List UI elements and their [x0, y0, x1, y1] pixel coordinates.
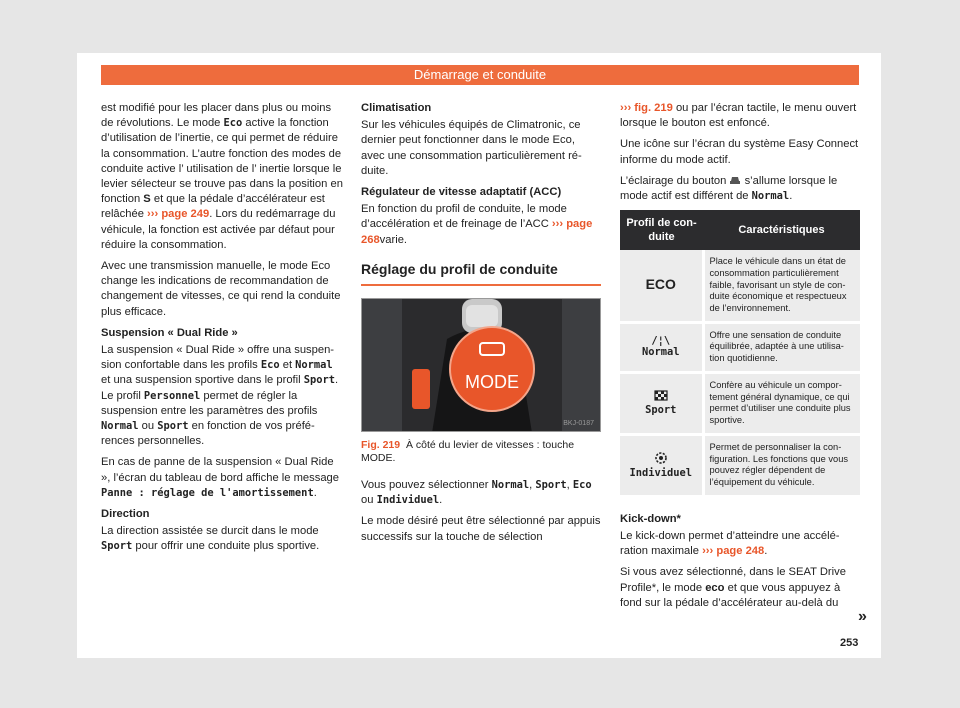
- table-row: ECO Place le véhicule dans un état de consommation particulièrement faible, favorisant un style de conduite économique et respectueux de l’environnement.: [620, 250, 860, 322]
- heading-suspension: Suspension « Dual Ride »: [101, 326, 238, 339]
- paragraph: Si vous avez sélectionné, dans le SEAT Drive Profile*, le mode eco et que vous appuyez à fond sur la pédale d’accélérateur au-delà du: [620, 566, 846, 609]
- paragraph: En cas de panne de la suspension « Dual Ride », l’écran du tableau de bord affiche le message Panne : réglage de l'amortissement.: [101, 456, 339, 499]
- road-icon: /¦\: [651, 334, 671, 347]
- table-row: Individuel Permet de personnaliser la configuration. Les fonctions que vous pouvez régler dépendent de l’équipement du véhicule.: [620, 434, 860, 496]
- gear-lever-illustration: [362, 299, 601, 432]
- paragraph: Le kick-down permet d’atteindre une accélération maximale ››› page 248.: [620, 529, 840, 558]
- table-row: /¦\ Normal Offre une sensation de conduite équilibrée, adaptée à une utilisation quotidienne.: [620, 322, 860, 372]
- figure-caption: Fig. 219 À côté du levier de vitesses : touche MODE.: [361, 439, 575, 465]
- column-1: [101, 101, 343, 561]
- section-title: Réglage du profil de conduite: [361, 262, 601, 286]
- heading-acc: Régulateur de vitesse adaptatif (ACC): [361, 186, 562, 199]
- paragraph: Sur les véhicules équipés de Climatronic, ce dernier peut fonctionner dans le mode Eco, avec une consommation particulièrement réduite.: [361, 119, 582, 177]
- paragraph: La direction assistée se durcit dans le mode Sport pour offrir une conduite plus sportive.: [101, 525, 320, 553]
- page-link[interactable]: ››› page 249: [147, 208, 210, 221]
- flag-icon: [654, 390, 668, 402]
- table-header: Profil de conduite: [620, 210, 703, 250]
- paragraph: est modifié pour les placer dans plus ou moins de révolutions. Le mode Eco active la fonction d’utilisation de l’inertie, ce qui permet de réduire la consommation. L’autre fonction des modes de conduite active l’ utilisation de l’ inertie lorsque le levier sélecteur se trouve pas dans la position en fonction S et que la pédale d’accélérateur est relâchée ››› page 249. Lors du redémarrage du véhicule, la fonction est activée par défaut pour réduire la consommation.: [101, 102, 343, 251]
- column-3: [620, 101, 860, 617]
- car-icon: [729, 175, 741, 185]
- heading-direction: Direction: [101, 508, 150, 521]
- paragraph: Vous pouvez sélectionner Normal, Sport, Eco ou Individuel.: [361, 479, 592, 507]
- page-link[interactable]: ››› page 248: [702, 545, 765, 558]
- page-number: 253: [840, 637, 859, 649]
- paragraph: ››› fig. 219 ou par l’écran tactile, le menu ouvert lorsque le bouton est enfoncé.: [620, 102, 857, 130]
- paragraph: L’éclairage du bouton s’allume lorsque le mode actif est différent de Normal.: [620, 174, 838, 203]
- paragraph: Avec une transmission manuelle, le mode Eco change les indications de recommandation de changement de vitesses, ce qui rend la conduite plus efficace.: [101, 260, 341, 318]
- continue-mark: »: [858, 608, 867, 625]
- paragraph: En fonction du profil de conduite, le mode d’accélération et de freinage de l’ACC ››› page 268varie.: [361, 203, 593, 246]
- gear-icon: [654, 451, 668, 465]
- table-header: Caractéristiques: [703, 210, 860, 250]
- eco-icon: ECO: [645, 275, 676, 292]
- column-2: [361, 101, 601, 551]
- figure-link[interactable]: ››› fig. 219: [620, 102, 673, 114]
- figure-code: BKJ-0187: [563, 420, 594, 428]
- chapter-header: Démarrage et conduite: [101, 65, 859, 85]
- paragraph: Une icône sur l’écran du système Easy Connect informe du mode actif.: [620, 138, 859, 166]
- paragraph: Le mode désiré peut être sélectionné par appuis successifs sur la touche de sélection: [361, 515, 601, 543]
- table-row: Sport Confère au véhicule un comportement général dynamique, ce qui permet d’utiliser une conduite plus sportive.: [620, 372, 860, 434]
- profile-table: [620, 210, 860, 498]
- heading-kickdown: Kick-down*: [620, 512, 681, 525]
- heading-climatisation: Climatisation: [361, 102, 432, 114]
- mode-button-label: MODE: [465, 372, 519, 393]
- figure-mode-button: [361, 298, 601, 432]
- paragraph: La suspension « Dual Ride » offre una suspension confortable dans les profils Eco et Normal et una suspension sportive dans le profil Sport. Le profil Personnel permet de régler la suspension entre les paramètres des profils Normal ou Sport en fonction de vos préférences personnelles.: [101, 344, 339, 448]
- page-link[interactable]: ››› page 268: [361, 218, 593, 246]
